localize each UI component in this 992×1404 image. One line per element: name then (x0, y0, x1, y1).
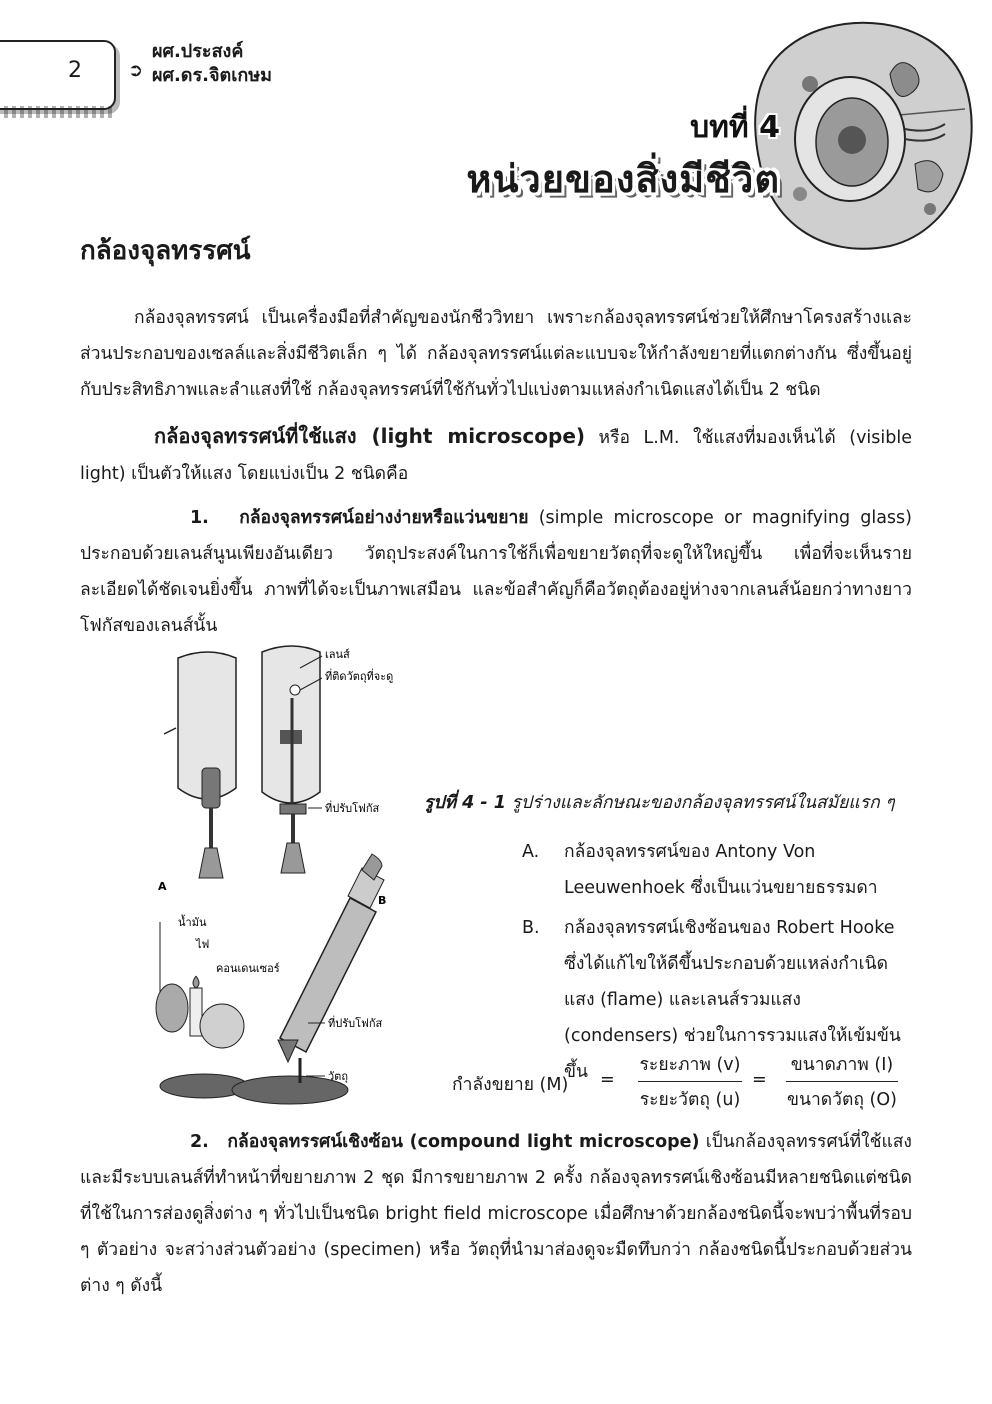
label-object: วัตถุ (328, 1070, 348, 1083)
light-microscope-paragraph (80, 418, 912, 492)
caption-letter-b: B. (522, 918, 540, 938)
item-2-number: 2. (190, 1132, 209, 1152)
figure-caption (424, 788, 924, 816)
label-b: B (378, 894, 387, 907)
formula-equals-1: = (600, 1070, 615, 1090)
item-1-text: (simple microscope or magnifying glass) ประกอบด้วยเลนส์นูนเพียงอันเดียว วัตถุประสงค์ในการใช้ก็เพื่อขยายวัตถุที่จะดูให้ใหญ่ขึ้น เพื่อที่จะเห็นรายละเอียดได้ชัดเจนยิ่งขึ้น ภาพที่ได้จะเป็นภาพเสมือน และข้อสำคัญก็คือวัตถุต้องอยู่ห่างจากเลนส์น้อยกว่าทางยาวโฟกัสของเลนส์นั้น (80, 508, 912, 636)
formula-equals-2: = (752, 1070, 767, 1090)
label-focus-b: ที่ปรับโฟกัส (328, 1017, 383, 1030)
microscope-illustration (150, 638, 400, 1118)
caption-letter-a: A. (522, 842, 540, 862)
formula-label: กำลังขยาย (M) (452, 1075, 569, 1095)
label-fire: ไฟ (196, 938, 210, 951)
figure-caption-text: รูปร่างและลักษณะของกล้องจุลทรรศน์ในสมัยแรก ๆ (505, 793, 895, 813)
item-2-paragraph (80, 1124, 912, 1304)
intro-paragraph: กล้องจุลทรรศน์ เป็นเครื่องมือที่สำคัญของนักชีววิทยา เพราะกล้องจุลทรรศน์ช่วยให้ศึกษาโครงสร้างและส่วนประกอบของเซลล์และสิ่งมีชีวิตเล็ก ๆ ได้ กล้องจุลทรรศน์แต่ละแบบจะให้กำลังขยายที่แตกต่างกัน ซึ่งขึ้นอยู่กับประสิทธิภาพและลำแสงที่ใช้ กล้องจุลทรรศน์ที่ใช้กันทั่วไปแบ่งตามแหล่งกำเนิดแสงได้เป็น 2 ชนิด (80, 308, 912, 400)
fraction-size-denominator: ขนาดวัตถุ (O) (787, 1090, 897, 1110)
fraction-size-bar (786, 1081, 898, 1082)
fraction-size-numerator: ขนาดภาพ (I) (790, 1055, 894, 1075)
fraction-distance-bar (638, 1081, 742, 1082)
label-condenser: คอนเดนเซอร์ (216, 962, 280, 975)
caption-item-a (522, 834, 917, 906)
fraction-size (786, 1050, 898, 1113)
page-number: 2 (68, 58, 82, 83)
section-heading: กล้องจุลทรรศน์ (80, 236, 251, 266)
item-2-text: เป็นกล้องจุลทรรศน์ที่ใช้แสงและมีระบบเลนส์ที่ทำหน้าที่ขยายภาพ 2 ชุด มีการขยายภาพ 2 ครั้ง กล้องจุลทรรศน์เชิงซ้อนมีหลายชนิดแต่ชนิดที่ใช้ในการส่องดูสิ่งต่าง ๆ ทั่วไปเป็นชนิด bright field microscope เมื่อศึกษาด้วยกล้องชนิดนี้จะพบว่าพื้นที่รอบ ๆ ตัวอย่าง จะสว่างส่วนตัวอย่าง (specimen) หรือ วัตถุที่นำมาส่องดูจะมืดทึบกว่า กล้องชนิดนี้ประกอบด้วยส่วนต่าง ๆ ดังนี้ (80, 1132, 912, 1296)
light-microscope-text: หรือ L.M. ใช้แสงที่มองเห็นได้ (visible light) เป็นตัวให้แสง โดยแบ่งเป็น 2 ชนิดคือ (80, 428, 912, 484)
fraction-distance-denominator: ระยะวัตถุ (u) (639, 1090, 741, 1110)
magnification-formula (452, 1050, 912, 1110)
fraction-distance (638, 1050, 742, 1113)
author-1: ผศ.ประสงค์ (152, 41, 244, 62)
label-oil: น้ำมัน (178, 916, 207, 929)
caption-text-a: กล้องจุลทรรศน์ของ Antony Von Leeuwenhoek ซึ่งเป็นแว่นขยายธรรมดา (564, 842, 878, 898)
return-arrow-icon: ➲ (128, 60, 144, 81)
light-microscope-term: กล้องจุลทรรศน์ที่ใช้แสง (light microscope) (154, 424, 586, 448)
label-lens: เลนส์ (325, 648, 350, 661)
label-focus-a: ที่ปรับโฟกัส (325, 802, 380, 815)
item-1-paragraph (80, 500, 912, 644)
item-1-number: 1. (190, 508, 209, 528)
item-2-term: กล้องจุลทรรศน์เชิงซ้อน (compound light microscope) (227, 1132, 700, 1152)
chapter-title: หน่วยของสิ่งมีชีวิต (466, 157, 780, 201)
chapter-label: บทที่ 4 (690, 110, 780, 145)
figure-caption-prefix: รูปที่ 4 - 1 (424, 793, 506, 813)
page-tab (0, 40, 116, 110)
author-2: ผศ.ดร.จิตเกษม (152, 65, 273, 86)
caption-text-b: กล้องจุลทรรศน์เชิงซ้อนของ Robert Hooke ซึ่งได้แก้ไขให้ดีขึ้นประกอบด้วยแหล่งกำเนิดแสง (flame) และเลนส์รวมแสง (condensers) ช่วยในการรวมแสงให้เข้มข้นขึ้น (564, 918, 901, 1082)
label-holder: ที่ติดวัตถุที่จะดู (325, 670, 394, 683)
label-a: A (158, 880, 167, 893)
authors (152, 40, 272, 88)
item-1-term: กล้องจุลทรรศน์อย่างง่ายหรือแว่นขยาย (239, 508, 529, 528)
fraction-distance-numerator: ระยะภาพ (v) (639, 1055, 741, 1075)
